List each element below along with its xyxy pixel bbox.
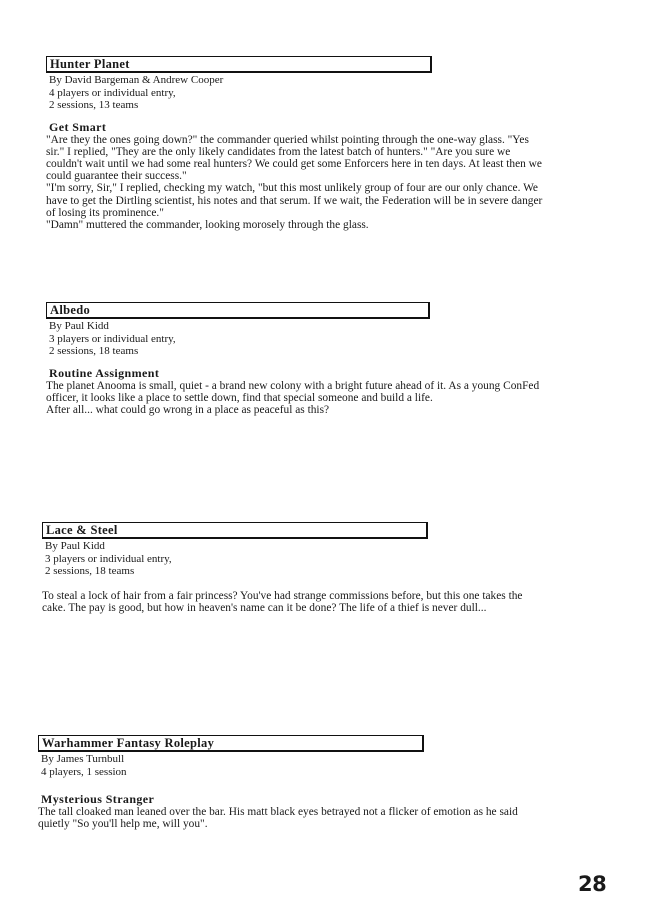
body-paragraph: The tall cloaked man leaned over the bar. His matt black eyes betrayed not a flicker of emotion as he said quietly "So you'll help me, will you". xyxy=(38,806,518,831)
entry-sessions: 2 sessions, 13 teams xyxy=(49,99,139,111)
body-paragraph: The planet Anooma is small, quiet - a brand new colony with a bright future ahead of it. As a young ConFed officer, it looks like a place to settle down, find that special someone and build a life. xyxy=(46,379,540,404)
entry-authors: By David Bargeman & Andrew Cooper xyxy=(49,74,224,86)
entry-subheading: Mysterious Stranger xyxy=(41,792,155,806)
entry-title-box xyxy=(46,56,432,73)
entry-subheading: Get Smart xyxy=(49,119,107,134)
entry-hunter-planet xyxy=(46,56,606,231)
body-paragraph: "Damn" muttered the commander, looking morosely through the glass. xyxy=(46,218,369,231)
entry-title: Lace & Steel xyxy=(46,523,118,537)
entry-authors: By Paul Kidd xyxy=(49,320,109,332)
entry-authors: By Paul Kidd xyxy=(45,540,105,552)
entry-title-box xyxy=(38,735,424,752)
entry-warhammer xyxy=(38,735,598,830)
entry-title-box xyxy=(46,302,430,319)
entry-players: 4 players, 1 session xyxy=(41,765,127,778)
body-paragraph: "I'm sorry, Sir," I replied, checking my watch, "but this most unlikely group of four are our only chance. We have to get the Dirtling scientist, his notes and that serum. If we wait, the Federation will be in severe danger of losing its prominence." xyxy=(46,182,543,219)
entry-title: Warhammer Fantasy Roleplay xyxy=(42,736,215,750)
entry-body xyxy=(38,806,528,830)
entry-players: 4 players or individual entry, xyxy=(49,86,176,99)
entry-body xyxy=(46,380,542,417)
page-number: 28 xyxy=(578,872,607,896)
entry-body xyxy=(46,134,546,232)
entry-sessions: 2 sessions, 18 teams xyxy=(49,345,139,357)
body-paragraph: To steal a lock of hair from a fair princess? You've had strange commissions before, but this one takes the cake. The pay is good, but how in heaven's name can it be done? The life of a thief is never dull... xyxy=(42,589,523,614)
entry-title: Hunter Planet xyxy=(50,57,130,71)
body-paragraph: "Are they the ones going down?" the commander queried whilst pointing through the one-way glass. "Yes sir." I replied, "They are the only likely candidates from the latest batch of hunters." "Are you sure we couldn't wait until we had some real hunters? We could get some Enforcers here in ten days. At least then we could guarantee their success." xyxy=(46,133,542,183)
entry-players: 3 players or individual entry, xyxy=(49,332,176,345)
entry-subheading: Routine Assignment xyxy=(49,365,160,380)
entry-authors: By James Turnbull xyxy=(41,753,125,765)
entry-sessions: 2 sessions, 18 teams xyxy=(45,565,135,577)
body-paragraph: After all... what could go wrong in a place as peaceful as this? xyxy=(46,403,330,416)
entry-body xyxy=(42,590,526,614)
entry-players: 3 players or individual entry, xyxy=(45,552,172,565)
entry-title-box xyxy=(42,522,428,539)
entry-albedo xyxy=(46,302,606,416)
entry-title: Albedo xyxy=(50,303,91,317)
entry-lace-and-steel xyxy=(42,522,602,614)
